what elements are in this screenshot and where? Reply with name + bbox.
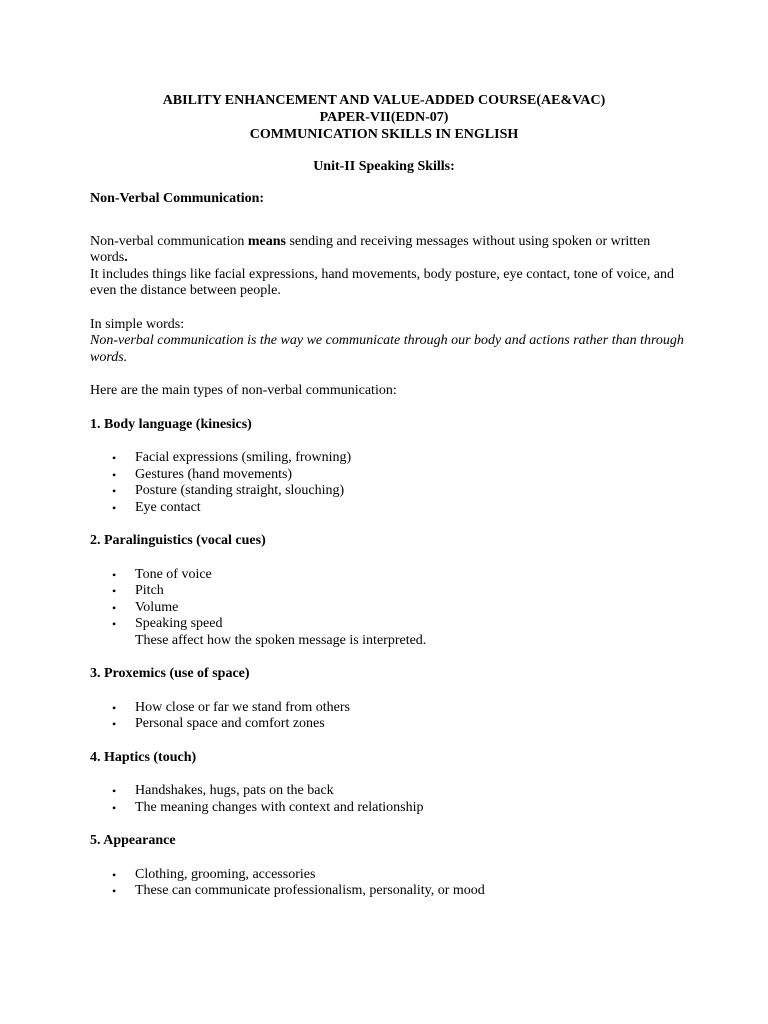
simple-definition: Non-verbal communication is the way we communicate through our body and actions rather than through words. — [90, 333, 684, 365]
bullet-icon: • — [112, 617, 117, 631]
list-item: • These can communicate professionalism, personality, or mood — [112, 883, 485, 898]
list-body-language — [90, 450, 690, 516]
section-heading-appearance: 5. Appearance — [90, 833, 176, 848]
types-intro: Here are the main types of non-verbal communication: — [90, 383, 397, 398]
simple-words-label: In simple words: — [90, 316, 185, 332]
document-header — [0, 92, 768, 143]
bullet-icon: • — [112, 467, 117, 482]
section-heading-paralinguistics: 2. Paralinguistics (vocal cues) — [90, 533, 266, 548]
bullet-icon: • — [112, 700, 117, 715]
bullet-icon: • — [112, 500, 117, 515]
list-haptics — [90, 783, 690, 816]
list-item: • Eye contact — [112, 499, 201, 515]
section-heading-proxemics: 3. Proxemics (use of space) — [90, 666, 250, 681]
list-item: • Volume — [112, 599, 179, 615]
list-item: • Clothing, grooming, accessories — [112, 866, 316, 882]
bullet-icon: • — [112, 451, 117, 465]
intro-paragraph-2: It includes things like facial expressions, hand movements, body posture, eye contact, tone of voice, and even the distance between people. — [90, 266, 674, 298]
list-item: • Facial expressions (smiling, frowning) — [112, 450, 352, 465]
list-item: • Gestures (hand movements) — [112, 466, 293, 482]
bullet-icon: • — [112, 717, 117, 731]
section-heading-haptics: 4. Haptics (touch) — [90, 749, 197, 765]
list-paralinguistics — [90, 567, 690, 633]
bullet-icon: • — [112, 484, 117, 498]
unit-title: Unit-II Speaking Skills: — [313, 159, 455, 174]
intro-paragraph-1: Non-verbal communication means sending and receiving messages without using spoken or written words. — [90, 233, 651, 265]
list-item: • Speaking speed — [112, 616, 223, 631]
list-item: • Personal space and comfort zones — [112, 716, 325, 731]
list-item: • Posture (standing straight, slouching) — [112, 483, 345, 498]
section-heading-body-language: 1. Body language (kinesics) — [90, 416, 252, 432]
emphasis-means: means — [247, 233, 286, 249]
list-item: • Pitch — [112, 583, 164, 598]
document-body — [90, 191, 690, 900]
list-item: • The meaning changes with context and relationship — [112, 799, 424, 815]
list-appearance — [90, 867, 690, 900]
bullet-icon: • — [112, 584, 117, 598]
bullet-icon: • — [112, 867, 117, 882]
bullet-icon: • — [112, 784, 117, 798]
list-item: • Handshakes, hugs, pats on the back — [112, 783, 334, 798]
subject-title: COMMUNICATION SKILLS IN ENGLISH — [249, 127, 519, 142]
paralinguistics-note: These affect how the spoken message is interpreted. — [135, 632, 427, 648]
course-title: ABILITY ENHANCEMENT AND VALUE-ADDED COURSE(AE&VAC) — [162, 93, 606, 108]
paper-code: PAPER-VII(EDN-07) — [319, 110, 449, 125]
bullet-icon: • — [112, 800, 117, 815]
list-item: • Tone of voice — [112, 566, 212, 582]
bullet-icon: • — [112, 600, 117, 615]
bullet-icon: • — [112, 567, 117, 582]
bullet-icon: • — [112, 884, 117, 898]
list-item: • How close or far we stand from others — [112, 699, 350, 715]
section-title: Non-Verbal Communication: — [90, 191, 265, 206]
list-proxemics — [90, 700, 690, 733]
